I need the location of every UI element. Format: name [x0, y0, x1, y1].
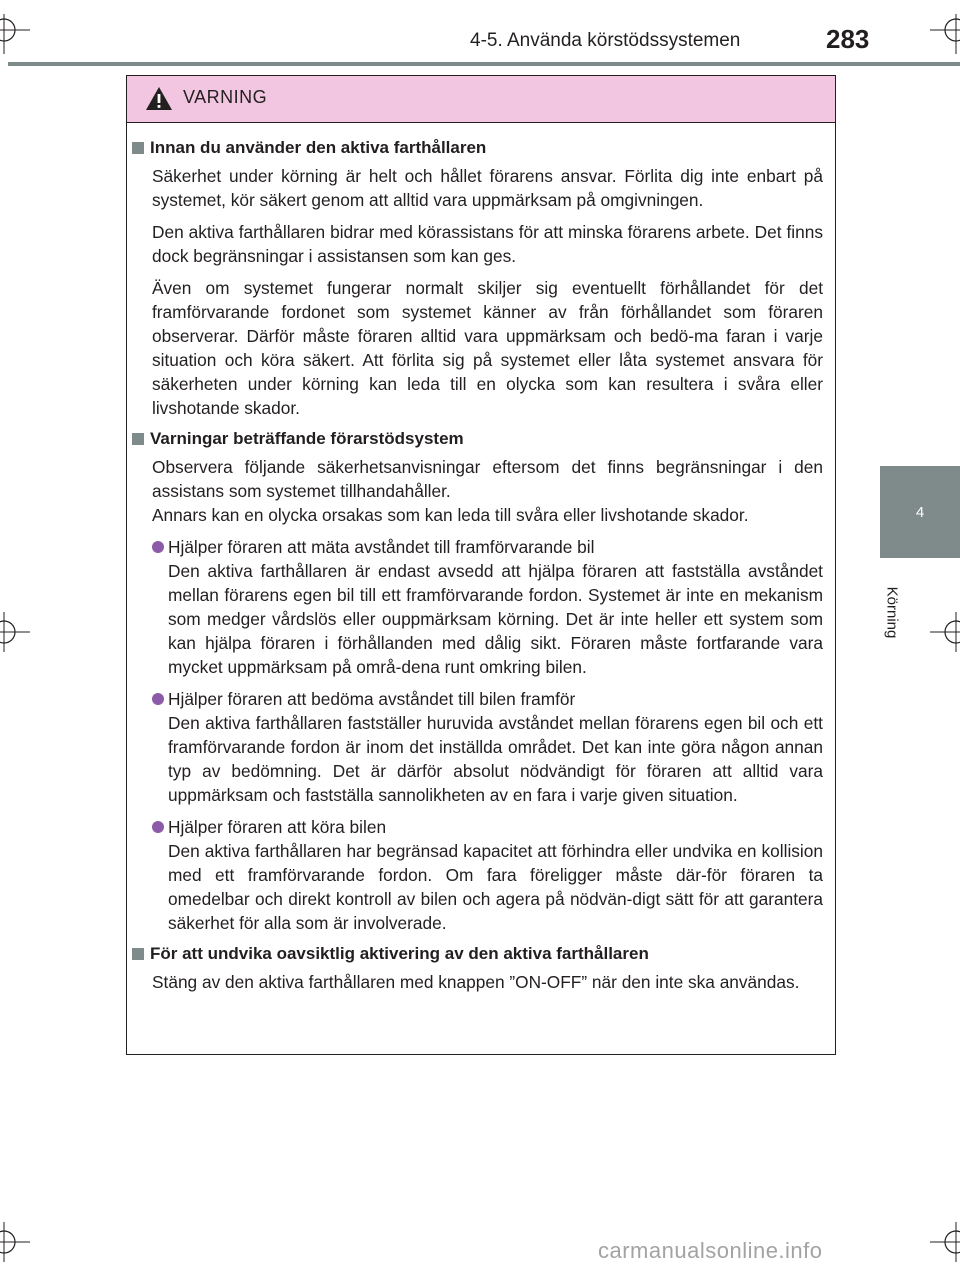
- chapter-label-container: [872, 570, 912, 650]
- warning-triangle-icon: [145, 86, 173, 116]
- list-item-title: Hjälper föraren att köra bilen: [168, 817, 387, 837]
- warning-box: [126, 75, 836, 1055]
- page-number: 283: [826, 24, 870, 54]
- paragraph: Observera följande säkerhetsanvisningar eftersom det finns begränsningar i den assistans som systemet tillhandahåller.: [152, 457, 823, 501]
- warning-title: VARNING: [183, 87, 268, 107]
- paragraph: Stäng av den aktiva farthållaren med knappen ”ON-OFF” när den inte ska användas.: [152, 972, 800, 992]
- watermark: carmanualsonline.info: [598, 1238, 823, 1263]
- crop-mark-bottom-right: [930, 1222, 960, 1262]
- chapter-tab: [880, 466, 960, 558]
- page-header: [0, 0, 960, 70]
- paragraph: Den aktiva farthållaren bidrar med körassistans för att minska förarens arbete. Det finns dock begränsningar i assistansen som kan ges.: [152, 222, 823, 266]
- section-heading: [132, 943, 823, 965]
- crop-mark-mid-right: [930, 612, 960, 652]
- crop-mark-bottom-left: [0, 1222, 40, 1262]
- square-bullet-icon: [132, 948, 144, 960]
- chapter-number: 4: [915, 503, 925, 521]
- section-heading-text: För att undvika oavsiktlig aktivering av den aktiva farthållaren: [150, 944, 649, 963]
- list-item: [152, 815, 823, 935]
- paragraph: Även om systemet fungerar normalt skiljer sig eventuellt förhållandet för det framförvarande fordonet som systemet känner av från förhållandet som föraren observerar. Därför måste föraren alltid vara uppmärksam och bedö-ma faran i varje situation och köra säkert. Att förlita sig på systemet eller låta systemet ansvara för säkerheten under körning kan leda till en olycka som kan resultera i svåra eller livshotande skador.: [152, 278, 823, 418]
- circle-bullet-icon: [152, 821, 164, 833]
- crop-mark-mid-left: [0, 612, 40, 652]
- paragraph: Säkerhet under körning är helt och hållet förarens ansvar. Förlita dig inte enbart på systemet, kör säkert genom att alltid vara uppmärksam på omgivningen.: [152, 166, 823, 210]
- square-bullet-icon: [132, 142, 144, 154]
- chapter-label: Körning: [883, 586, 901, 639]
- circle-bullet-icon: [152, 541, 164, 553]
- list-item: [152, 535, 823, 679]
- section-heading: [132, 137, 823, 159]
- crop-mark-top-right: [930, 14, 960, 54]
- section-heading-text: Varningar beträffande förarstödsystem: [150, 429, 464, 448]
- list-item-text: Den aktiva farthållaren fastställer huruvida avståndet mellan förarens egen bil och ett framförvarande fordon är inom det inställda området. Det kan inte göra någon annan typ av bedömning. Det är därför absolut nödvändigt för föraren att alltid vara uppmärksam och fastställa sannolikheten av en fara i varje given situation.: [168, 713, 823, 805]
- section-heading-text: Innan du använder den aktiva farthållaren: [150, 138, 487, 157]
- circle-bullet-icon: [152, 693, 164, 705]
- crop-mark-top-left: [0, 14, 40, 54]
- list-item: [152, 687, 823, 807]
- section-heading: [132, 428, 823, 450]
- list-item-title: Hjälper föraren att bedöma avståndet till bilen framför: [168, 689, 576, 709]
- paragraph: Annars kan en olycka orsakas som kan leda till svåra eller livshotande skador.: [152, 505, 749, 525]
- list-item-title: Hjälper föraren att mäta avståndet till framförvarande bil: [168, 537, 595, 557]
- square-bullet-icon: [132, 433, 144, 445]
- list-item-text: Den aktiva farthållaren är endast avsedd att hjälpa föraren att fastställa avståndet mellan förarens egen bil till ett framförvarande fordon. Systemet är inte en mekanism som medger vårdslös eller ouppmärksam körning. Det är inte heller ett system som kan hjälpa föraren i förhållanden med dålig sikt. Föraren måste fortfarande vara mycket uppmärksam på områ-dena runt omkring bilen.: [168, 561, 823, 677]
- warning-header: [127, 76, 835, 123]
- section-title: 4-5. Använda körstödssystemen: [470, 30, 741, 51]
- list-item-text: Den aktiva farthållaren har begränsad kapacitet att förhindra eller undvika en kollision med ett framförvarande fordon. Om fara föreligger måste där-för föraren ta omedelbar och direkt kontroll av bilen och agera på nödvän-digt sätt för att garantera säkerhet för alla som är involverade.: [168, 841, 823, 933]
- warning-body: [127, 123, 835, 994]
- header-rule: [8, 62, 960, 66]
